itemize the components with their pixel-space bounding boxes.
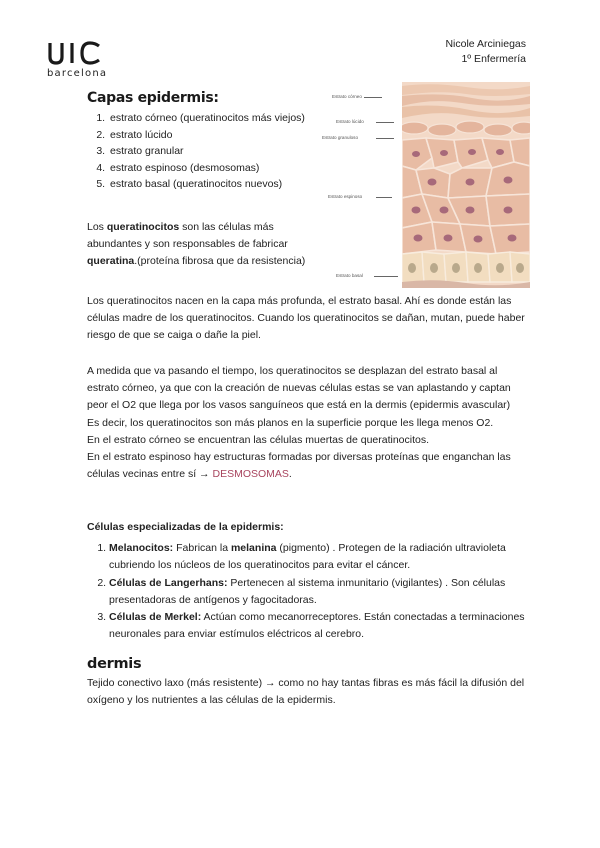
cell-item-merkel — [109, 609, 527, 643]
keratinocytes-para-1 — [87, 293, 527, 345]
specialized-cells-title: Células especializadas de la epidermis: — [87, 521, 284, 533]
figure-label-spinosum: Estrato espinoso — [328, 194, 363, 199]
author-block — [445, 37, 526, 67]
cell-desc: (pigmento) . Protegen de la radiación ultravioleta cubriendo los núcleos de los queratinocitos para evitar el cáncer. — [109, 542, 506, 572]
epidermis-layers-list — [87, 110, 347, 193]
epidermis-layers-section — [87, 90, 347, 193]
figure-label-basale: Estrato basal — [336, 273, 363, 278]
keratinocytes-intro — [87, 219, 325, 271]
keratin-term: queratina — [87, 255, 135, 268]
layer-item: 5. estrato basal (queratinocitos nuevos) — [108, 176, 347, 193]
cell-name: Melanocitos: — [109, 542, 174, 555]
skin-cells-drawing — [402, 82, 530, 288]
cell-desc: Pertenecen al sistema inmunitario (vigilantes) . Son células presentadoras de antígenos y fagocitadoras. — [109, 576, 506, 606]
paragraph: A medida que va pasando el tiempo, los queratinocitos se desplazan del estrato basal al estrato córneo, ya que con la creación de nuevas células estas se van aplastando y captan peor el O2 que llega por los vasos sanguíneos que está en la dermis (epidermis avascular) — [87, 365, 511, 412]
figure-leader-line — [376, 138, 394, 139]
dermis-title: dermis — [87, 656, 142, 672]
logo-subtitle: barcelona — [47, 68, 108, 79]
intro-text: .(proteína fibrosa que da resistencia) — [134, 255, 306, 268]
paragraph-desmosomes — [87, 449, 527, 483]
cell-name: Células de Langerhans: — [109, 576, 228, 589]
specialized-cells-list — [87, 540, 527, 643]
figure-label-lucidum: Estrato lúcido — [336, 119, 364, 124]
paragraph: Los queratinocitos nacen en la capa más profunda, el estrato basal. Ahí es donde están las células madre de los queratinocitos. Cuando los queratinocitos se dañan, mutan, puede haber riesgo de que se caiga o dañe la piel. — [87, 295, 525, 342]
keratinocytes-para-group — [87, 363, 527, 483]
layer-item: 4. estrato espinoso (desmosomas) — [108, 160, 347, 177]
paragraph-text: En el estrato espinoso hay estructuras formadas por diversas proteínas que enganchan las células vecinas entre sí → — [87, 451, 511, 481]
figure-leader-line — [376, 122, 394, 123]
figure-labels — [318, 82, 404, 288]
layer-item: 2. estrato lúcido — [108, 127, 347, 144]
uic-logo — [47, 40, 117, 79]
layer-item: 3. estrato granular — [108, 143, 347, 160]
figure-leader-line — [374, 276, 398, 277]
paragraph: Es decir, los queratinocitos son más planos en la superficie porque les llega menos O2. — [87, 416, 494, 429]
paragraph-text: . — [288, 468, 292, 481]
melanin-term: melanina — [230, 542, 277, 555]
specialized-cells-section — [87, 519, 527, 643]
figure-label-corneum: Estrato córneo — [332, 94, 362, 99]
figure-leader-line — [364, 97, 382, 98]
paragraph: En el estrato córneo se encuentran las células muertas de queratinocitos. — [87, 433, 430, 446]
figure-leader-line — [376, 197, 392, 198]
intro-text: son las células más abundantes y son responsables de fabricar — [87, 221, 288, 251]
epidermis-layers-title: Capas epidermis: — [87, 90, 219, 106]
dermis-text: Tejido conectivo laxo (más resistente) → como no hay tantas fibras es más fácil la difusión del oxígeno y los nutrientes a las células de la epidermis. — [87, 677, 525, 707]
layer-item: 1. estrato córneo (queratinocitos más viejos) — [108, 110, 347, 127]
epidermis-illustration — [318, 82, 530, 288]
desmosomas-link[interactable]: DESMOSOMAS — [212, 468, 289, 481]
cell-item-melanocytes — [109, 540, 527, 574]
uic-logo-mark — [47, 40, 103, 66]
cell-name: Células de Merkel: — [109, 611, 202, 624]
keratinocytes-term: queratinocitos — [106, 221, 180, 233]
author-name: Nicole Arciniegas — [445, 38, 526, 50]
intro-text: Los — [87, 221, 107, 233]
figure-label-granulosum: Estrato granuloso — [322, 135, 359, 140]
author-course: 1º Enfermería — [461, 53, 526, 65]
cell-item-langerhans — [109, 575, 527, 609]
dermis-section — [87, 656, 527, 709]
cell-desc: Fabrican la — [173, 542, 231, 555]
cell-desc: Actúan como mecanorreceptores. Están conectadas a terminaciones neuronales para enviar estímulos eléctricos al cerebro. — [109, 611, 525, 641]
